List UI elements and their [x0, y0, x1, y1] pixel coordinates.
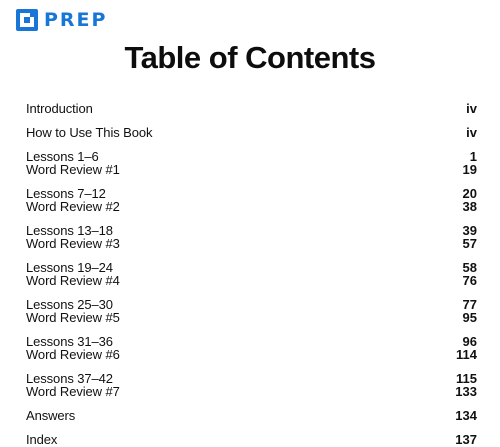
page-title: Table of Contents — [124, 40, 376, 75]
toc-label: Lessons 25–30 — [26, 297, 113, 312]
toc-spacer — [26, 398, 477, 409]
toc-page-number: iv — [466, 125, 477, 140]
toc-line — [26, 348, 477, 361]
toc-label: Lessons 1–6 — [26, 149, 99, 164]
toc-entry — [26, 372, 477, 398]
toc-page-number: 76 — [462, 273, 477, 288]
toc-spacer — [26, 422, 477, 433]
toc-line — [26, 409, 477, 422]
toc-line — [26, 433, 477, 446]
toc-entry — [26, 409, 477, 422]
toc-label: Lessons 37–42 — [26, 371, 113, 386]
toc-label: Word Review #7 — [26, 384, 120, 399]
toc-page-number: 58 — [462, 260, 477, 275]
toc-label: Word Review #2 — [26, 199, 120, 214]
toc-label: Word Review #4 — [26, 273, 120, 288]
toc-page-number: 38 — [462, 199, 477, 214]
toc-entry — [26, 150, 477, 176]
toc-entry — [26, 224, 477, 250]
toc-entry — [26, 298, 477, 324]
toc-line — [26, 163, 477, 176]
toc-page-number: 77 — [462, 297, 477, 312]
toc-label: Word Review #1 — [26, 162, 120, 177]
toc-page-number: 115 — [456, 371, 477, 386]
toc-page-number: iv — [466, 101, 477, 116]
toc-page-number: 133 — [455, 384, 477, 399]
toc-label: Lessons 19–24 — [26, 260, 113, 275]
toc-page-number: 19 — [462, 162, 477, 177]
toc-label: How to Use This Book — [26, 125, 153, 140]
toc-entry — [26, 102, 477, 115]
toc-page-number: 20 — [462, 186, 477, 201]
toc-page-number: 57 — [462, 236, 477, 251]
toc-label: Word Review #3 — [26, 236, 120, 251]
toc-label: Lessons 13–18 — [26, 223, 113, 238]
toc-label: Lessons 31–36 — [26, 334, 113, 349]
toc-entry — [26, 187, 477, 213]
toc-line — [26, 274, 477, 287]
toc-page-number: 114 — [456, 347, 477, 362]
toc-label: Word Review #5 — [26, 310, 120, 325]
toc-label: Answers — [26, 408, 76, 423]
toc-page-number: 134 — [455, 408, 477, 423]
toc-label: Lessons 7–12 — [26, 186, 106, 201]
toc-line — [26, 126, 477, 139]
toc-entry — [26, 126, 477, 139]
toc-page-number: 95 — [462, 310, 477, 325]
toc-page-number: 96 — [462, 334, 477, 349]
toc-line — [26, 200, 477, 213]
toc-page-number: 1 — [469, 149, 477, 164]
toc-label: Word Review #6 — [26, 347, 120, 362]
toc-line — [26, 385, 477, 398]
toc-entry — [26, 261, 477, 287]
toc-entry — [26, 433, 477, 446]
prep-logo-icon — [16, 9, 38, 31]
brand-logo — [16, 9, 107, 31]
brand-name: PREP — [44, 9, 108, 31]
toc-label: Index — [26, 432, 58, 447]
toc-list — [26, 102, 477, 446]
toc-page-number: 137 — [455, 432, 477, 447]
toc-label: Introduction — [26, 101, 93, 116]
toc-page-number: 39 — [462, 223, 477, 238]
toc-line — [26, 102, 477, 115]
toc-line — [26, 237, 477, 250]
toc-entry — [26, 335, 477, 361]
toc-line — [26, 311, 477, 324]
